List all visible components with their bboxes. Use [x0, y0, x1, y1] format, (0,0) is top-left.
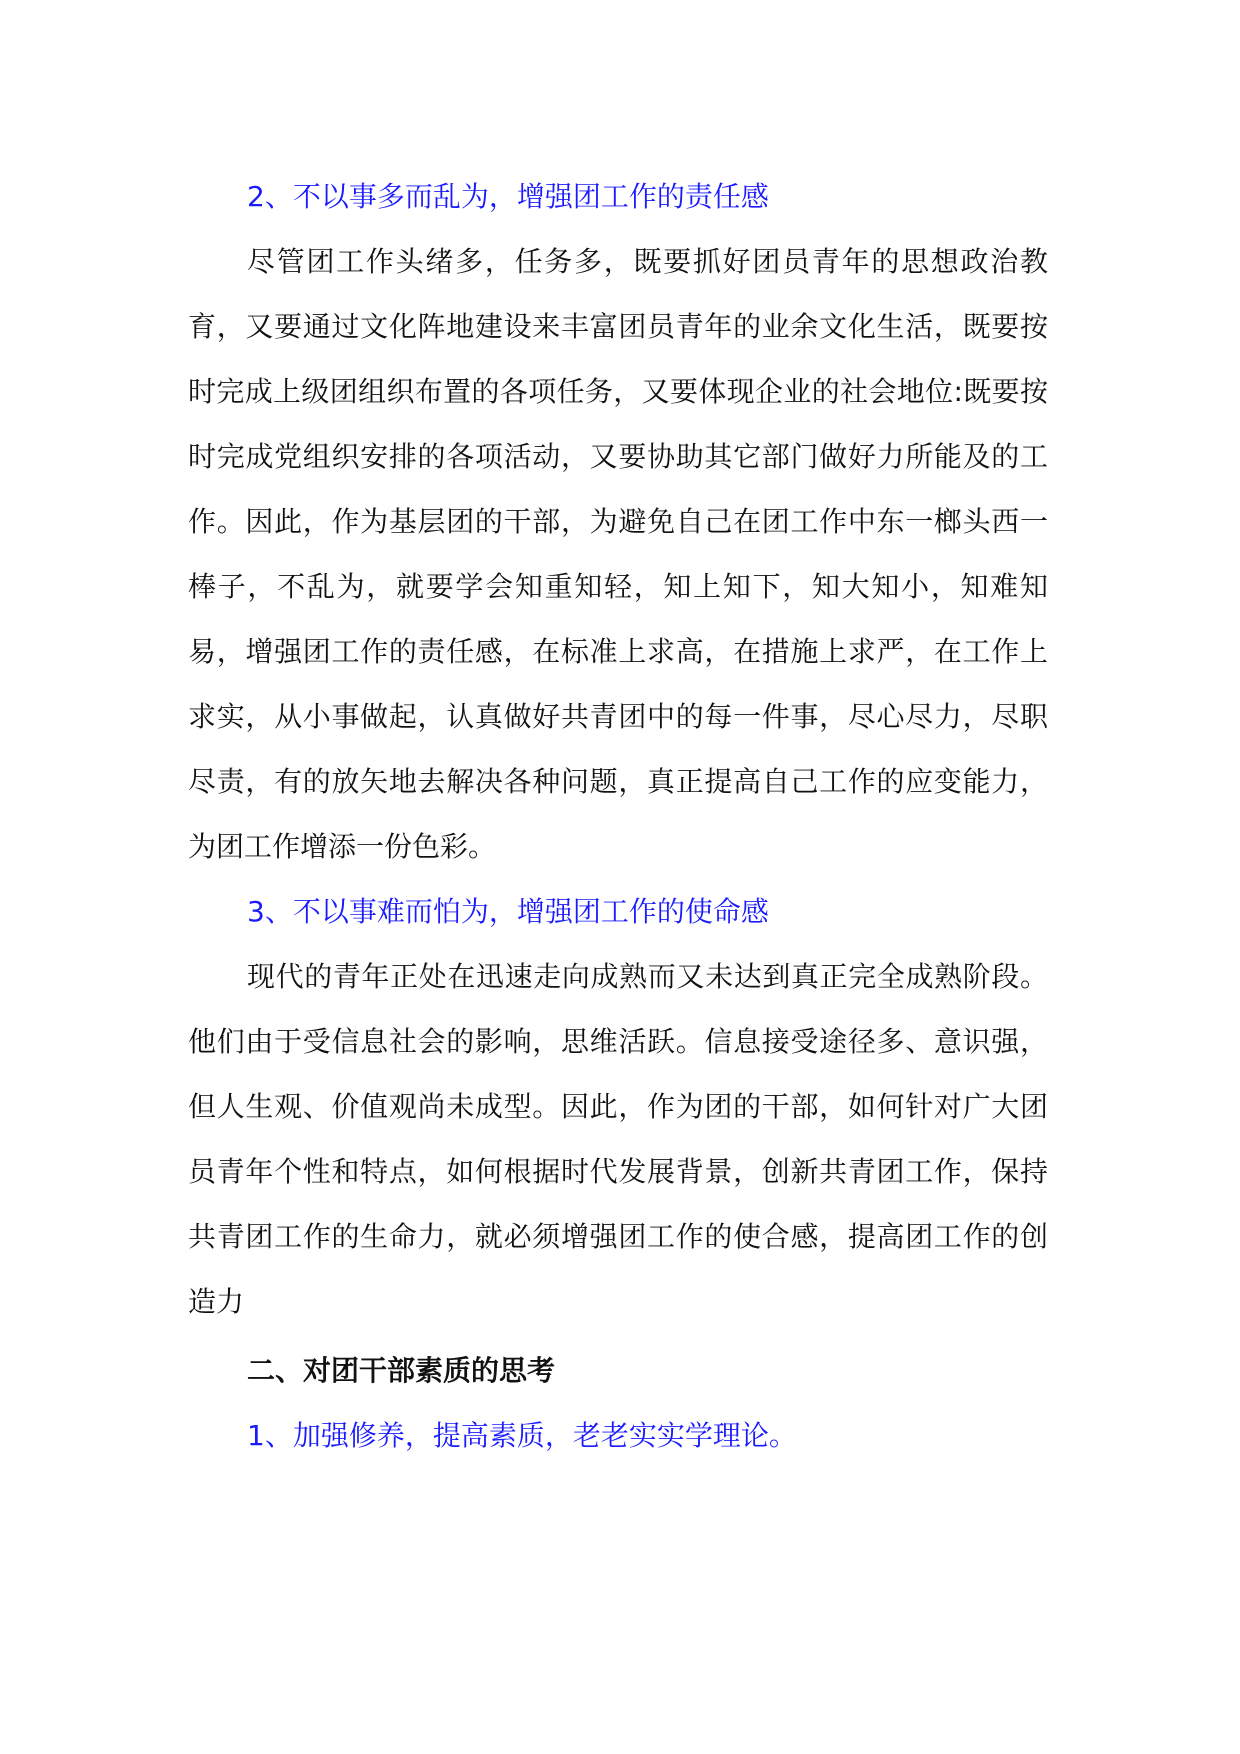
part-2-heading: 二、对团干部素质的思考 [247, 1354, 556, 1387]
section-3-paragraph: 现代的青年正处在迅速走向成熟而又未达到真正完全成熟阶段。他们由于受信息社会的影响，思维活跃。信息接受途径多、意识强，但人生观、价值观尚未成型。因此，作为团的干部，如何针对广大团员青年个性和特点，如何根据时代发展背景，创新共青团工作，保持共青团工作的生命力，就必须增强团工作的使合感，提高团工作的创造力 [188, 960, 1048, 1318]
section-3-heading: 3、不以事难而怕为，增强团工作的使命感 [247, 895, 769, 928]
part-2-item-1-heading: 1、加强修养，提高素质，老老实实学理论。 [247, 1419, 797, 1452]
section-2-heading: 2、不以事多而乱为，增强团工作的责任感 [247, 180, 769, 213]
section-2-paragraph: 尽管团工作头绪多，任务多，既要抓好团员青年的思想政治教育，又要通过文化阵地建设来丰富团员青年的业余文化生活，既要按时完成上级团组织布置的各项任务，又要体现企业的社会地位:既要按时完成党组织安排的各项活动，又要协助其它部门做好力所能及的工作。因此，作为基层团的干部，为避免自己在团工作中东一榔头西一棒子，不乱为，就要学会知重知轻，知上知下，知大知小，知难知易，增强团工作的责任感，在标准上求高，在措施上求严，在工作上求实，从小事做起，认真做好共青团中的每一件事，尽心尽力，尽职尽责，有的放矢地去解决各种问题，真正提高自己工作的应变能力，为团工作增添一份色彩。 [188, 245, 1048, 863]
document-content [188, 164, 1048, 1468]
